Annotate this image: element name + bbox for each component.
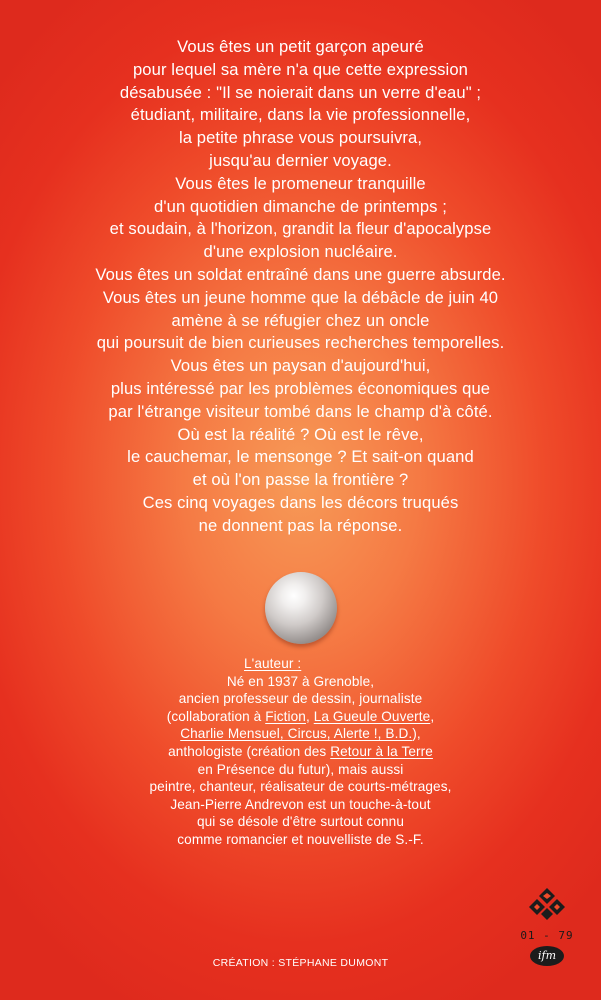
author-bio (0, 655, 601, 849)
author-line: Né en 1937 à Grenoble, (226, 673, 375, 689)
publisher-emblem: ifm (530, 946, 564, 966)
chrome-sphere-illustration (265, 572, 337, 644)
magazine-title: La Gueule Ouverte (313, 708, 431, 724)
blurb-line: et soudain, à l'horizon, grandit la fleur d'apocalypse (109, 219, 492, 239)
blurb-line: la petite phrase vous poursuivra, (178, 128, 423, 148)
author-line: Charlie Mensuel, Circus, Alerte !, B.D.), (180, 726, 421, 742)
author-line: peintre, chanteur, réalisateur de courts-métrages, (149, 779, 452, 795)
author-heading: L'auteur : (244, 656, 302, 671)
blurb-line: d'une explosion nucléaire. (203, 242, 398, 262)
blurb-line: Vous êtes un petit garçon apeuré (177, 37, 424, 56)
author-line: qui se désole d'être surtout connu (196, 814, 404, 830)
blurb-line: et où l'on passe la frontière ? (192, 470, 409, 490)
anthology-title: Retour à la Terre (330, 743, 433, 759)
blurb-line: Vous êtes le promeneur tranquille (175, 173, 426, 193)
blurb-line: Où est la réalité ? Où est le rêve, (177, 424, 424, 444)
blurb-line: le cauchemar, le mensonge ? Et sait-on quand (127, 447, 474, 467)
author-line: comme romancier et nouvelliste de S.-F. (177, 831, 424, 847)
back-cover-blurb (0, 36, 601, 538)
blurb-line: désabusée : "Il se noierait dans un verre d'eau" ; (119, 82, 482, 102)
blurb-line: Vous êtes un soldat entraîné dans une guerre absurde. (95, 264, 506, 284)
blurb-line: jusqu'au dernier voyage. (209, 150, 392, 170)
catalog-code: 01 - 79 (520, 929, 574, 942)
blurb-line: Ces cinq voyages dans les décors truqués (142, 492, 459, 512)
blurb-line: Vous êtes un paysan d'aujourd'hui, (170, 356, 431, 376)
author-line: anthologiste (création des Retour à la Terre (168, 743, 433, 759)
publisher-logo-icon (528, 887, 566, 921)
blurb-line: qui poursuit de bien curieuses recherches temporelles. (96, 333, 505, 353)
blurb-line: pour lequel sa mère n'a que cette expression (132, 59, 469, 79)
author-line: en Présence du futur), mais aussi (197, 761, 404, 777)
blurb-line: Vous êtes un jeune homme que la débâcle de juin 40 (102, 287, 499, 307)
magazine-title: Charlie Mensuel, Circus, Alerte !, B.D. (180, 726, 413, 742)
blurb-line: d'un quotidien dimanche de printemps ; (154, 196, 447, 216)
design-credit: CRÉATION : STÉPHANE DUMONT (212, 957, 389, 969)
blurb-line: plus intéressé par les problèmes économiques que (110, 378, 491, 398)
author-line: Jean-Pierre Andrevon est un touche-à-tout (170, 796, 431, 812)
blurb-line: amène à se réfugier chez un oncle (171, 310, 430, 330)
magazine-title: Fiction (265, 708, 306, 724)
author-line: ancien professeur de dessin, journaliste (178, 691, 423, 707)
author-line: (collaboration à Fiction, La Gueule Ouverte, (166, 708, 435, 724)
blurb-line: étudiant, militaire, dans la vie professionnelle, (130, 105, 471, 125)
blurb-line: par l'étrange visiteur tombé dans le champ d'à côté. (108, 401, 493, 421)
blurb-line: ne donnent pas la réponse. (198, 515, 403, 535)
